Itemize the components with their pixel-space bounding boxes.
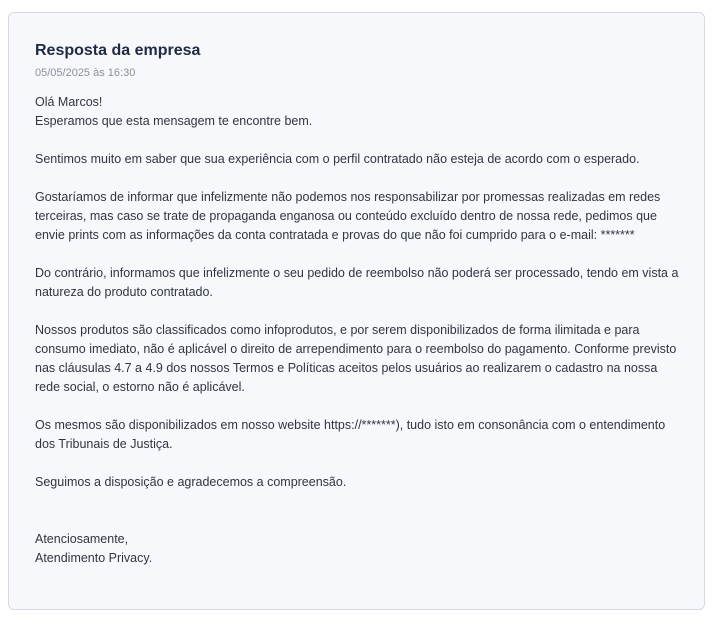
company-response-card <box>8 12 705 610</box>
infoproduct-paragraph: Nossos produtos são classificados como infoprodutos, e por serem disponibilizados de forma ilimitada e para consumo imediato, não é aplicável o direito de arrependimento para o reembolso do pagamento. Conforme previsto nas cláusulas 4.7 a 4.9 dos nossos Termos e Políticas aceitos pelos usuários ao realizarem o cadastro na nossa rede social, o estorno não é aplicável. <box>35 323 677 394</box>
signoff-spacer <box>35 511 680 530</box>
website-paragraph: Os mesmos são disponibilizados em nosso website https://*******), tudo isto em consonância com o entendimento dos Tribunais de Justiça. <box>35 418 666 451</box>
response-timestamp: 05/05/2025 às 16:30 <box>35 67 136 79</box>
responsibility-paragraph: Gostaríamos de informar que infelizmente não podemos nos responsabilizar por promessas realizadas em redes terceiras, mas caso se trate de propaganda enganosa ou conteúdo excluído dentro de nossa rede, pedimos que envie prints com as informações da conta contratada e provas do que não foi cumprido para o e-mail: ******* <box>35 190 661 242</box>
closing-paragraph: Seguimos a disposição e agradecemos a compreensão. <box>35 475 347 489</box>
response-body <box>35 93 680 568</box>
apology-paragraph: Sentimos muito em saber que sua experiência com o perfil contratado não esteja de acordo com o esperado. <box>35 152 640 166</box>
response-title: Resposta da empresa <box>35 42 201 59</box>
refund-denial-paragraph: Do contrário, informamos que infelizmente o seu pedido de reembolso não poderá ser processado, tendo em vista a natureza do produto contratado. <box>35 266 679 299</box>
greeting-paragraph: Olá Marcos! Esperamos que esta mensagem te encontre bem. <box>35 95 313 128</box>
signoff: Atenciosamente, Atendimento Privacy. <box>35 532 153 565</box>
